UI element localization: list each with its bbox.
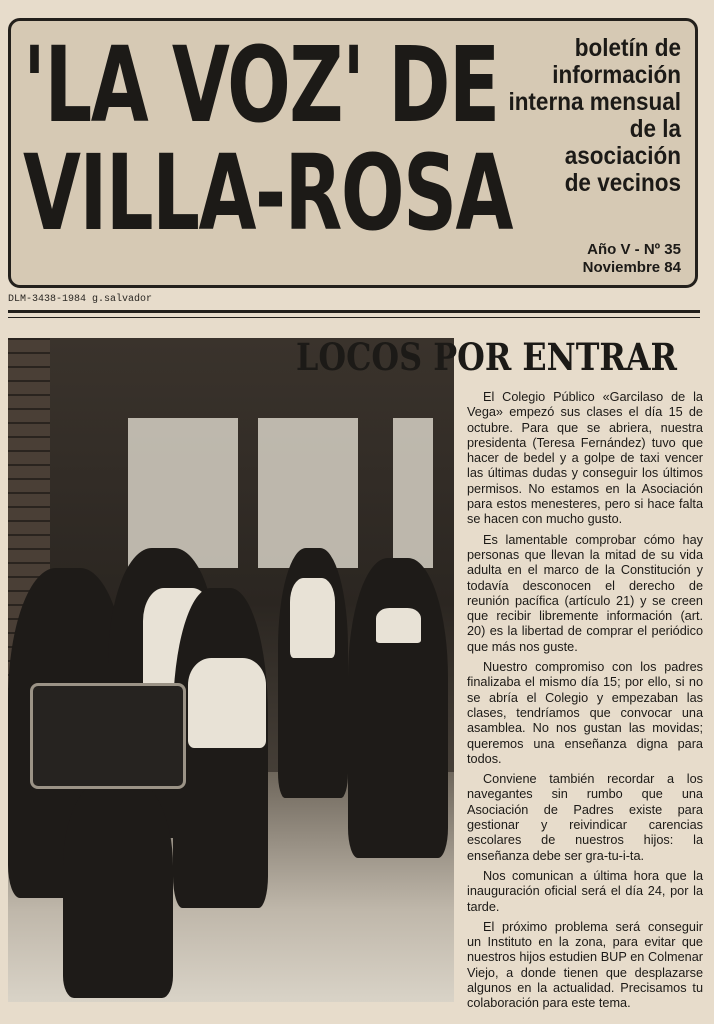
- glass-door: [128, 418, 238, 568]
- divider-rule-thin: [8, 317, 700, 318]
- subtitle-line: de vecinos: [564, 169, 681, 197]
- girl-sweater: [188, 658, 266, 748]
- title-line-1: 'LA VOZ' DE: [23, 24, 499, 146]
- crowd-figure-shirt: [290, 578, 335, 658]
- glass-door: [393, 418, 433, 568]
- divider-rule: [8, 310, 700, 313]
- issue-number: Año V - Nº 35: [587, 241, 681, 258]
- masthead-subtitle: [483, 35, 681, 197]
- crowd-figure-collar: [376, 608, 421, 643]
- newsletter-title: [23, 24, 513, 254]
- masthead: [8, 18, 698, 288]
- girl-figure: [173, 588, 268, 908]
- article-headline: LOCOS POR ENTRAR: [296, 335, 677, 379]
- article-paragraph: Nuestro compromiso con los padres finalizaba el mismo día 15; por ello, si no se abría el Colegio y empezaban las clases, tendríamos que convocar una asamblea. No nos gustan las movidas; queremos una enseñanza digna para todos.: [467, 660, 703, 766]
- subtitle-line: boletín de: [574, 34, 681, 62]
- article-body: [467, 390, 703, 1017]
- subtitle-line: interna mensual: [508, 88, 681, 116]
- subtitle-line: asociación: [564, 142, 681, 170]
- article-paragraph: Nos comunican a última hora que la inauguración oficial será el día 24, por la tarde.: [467, 868, 703, 914]
- child-figure: [63, 778, 173, 998]
- issue-date: Noviembre 84: [582, 259, 681, 276]
- legal-deposit: DLM-3438-1984 g.salvador: [8, 294, 153, 305]
- article-paragraph: Conviene también recordar a los navegantes sin rumbo que una Asociación de Padres existe para gestionar y reivindicar carencias escolares de nuestros hijos: la enseñanza debe ser gra-tu-i-ta.: [467, 772, 703, 863]
- schoolbag: [30, 683, 186, 789]
- title-line-2: VILLA-ROSA: [23, 132, 513, 254]
- issue-info: [521, 241, 681, 277]
- article-paragraph: El Colegio Público «Garcilaso de la Vega» empezó sus clases el día 15 de octubre. Para que se abriera, nuestra presidenta (Teresa Fernández) tuvo que hacer de bedel y a golpe de taxi vencer las últimas dudas y conseguir los últimos permisos. No estamos en la Asociación para estos menesteres, pero si hace falta se hacen con mucho gusto.: [467, 390, 703, 527]
- glass-door: [258, 418, 358, 568]
- subtitle-line: de la: [629, 115, 681, 143]
- crowd-figure: [348, 558, 448, 858]
- subtitle-line: información: [552, 61, 681, 89]
- article-paragraph: El próximo problema será conseguir un Instituto en la zona, para evitar que nuestros hijos estudien BUP en Colmenar Viejo, a donde tienen que desplazarse algunos en la actualidad. Precisamos tu colaboración para este tema.: [467, 919, 703, 1011]
- school-entrance-photo: [8, 338, 454, 1002]
- article-paragraph: Es lamentable comprobar cómo hay personas que llevan la mitad de su vida adulta en el marco de la Constitución y todavía desconocen el derecho de reunión pacífica (artículo 21) y se creen que recibir libremente información (art. 20) es la libertad de comprar el periódico que más nos guste.: [467, 532, 703, 654]
